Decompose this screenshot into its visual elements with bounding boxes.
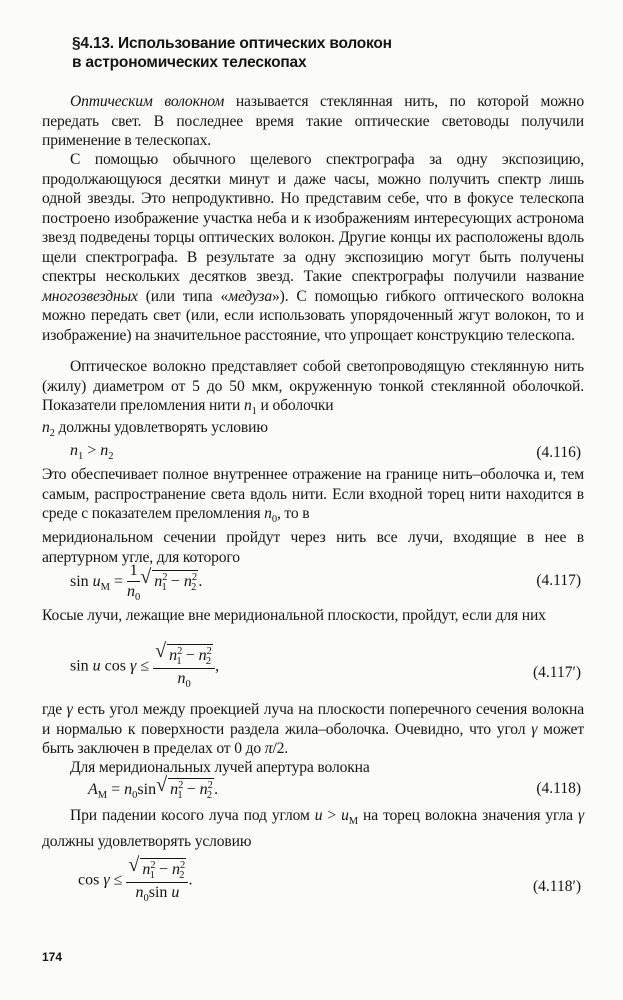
paragraph-skew-incidence-tail: должны удовлетворять условию xyxy=(42,832,252,850)
paragraph-gamma: где γ есть угол между проекцией луча на плоскости поперечного сечения волокна и нормалью к поверхности раздела жила–оболочка. Очевидно, что угол γ может быть заключен в пределах от 0 до π/2. xyxy=(42,701,584,757)
term-medusa: медуза xyxy=(228,287,273,305)
fraction-sqrt-over-n0: √ $n^2_1 - n^2_2$ $n_0$ xyxy=(153,644,215,690)
paragraph-spectrograph-text-c: »). С помощью гибкого оптического волокна можно передать свет (или, если использовать упорядоченный жгут волокон, то и изображение) на значительное расстояние, что упрощает конструкцию телескопа. xyxy=(42,287,584,344)
symbol-pi: π xyxy=(264,740,273,757)
line-n2-condition-text: должны удовлетворять условию xyxy=(54,419,268,436)
section-heading xyxy=(72,34,572,72)
equation-4-116: $n_1 > n_2$ xyxy=(70,442,114,462)
fraction-sqrt-over-n0-sin-u: √ $n^2_1 - n^2_2$ $n_0\sin$ u xyxy=(126,858,188,904)
paragraph-skew-rays: Косые лучи, лежащие вне меридиональной плоскости, пройдут, если для них xyxy=(42,607,546,624)
symbol-gamma: γ xyxy=(66,701,73,718)
equation-number-4-118-prime: (4.118′) xyxy=(532,878,581,895)
line-meridional: меридиональном сечении пройдут через нить все лучи, входящие в нее в апертурном угле, для которого xyxy=(42,529,584,566)
equation-4-118: $A_M = n_0\sin$ √ $n^2_1 - n^2_2$ . xyxy=(88,774,219,801)
equation-4-117: $\sin u_M$ = $\frac{1}{n_0}$ √ $n^2_1 - n^2_2$ . xyxy=(70,562,203,603)
paragraph-total-reflection-text: Это обеспечивает полное внутреннее отражение на границе нить–оболочка и, тем самым, распространение света вдоль нити. Если входной торец нити находится в среде с показателем преломления xyxy=(42,466,584,522)
section-heading-line2: в астрономических телескопах xyxy=(72,54,307,71)
paragraph-fiber-structure-text: Оптическое волокно представляет собой светопроводящую стеклянную нить (жилу) диаметром от 5 до 50 мкм, окруженную тонкой стеклянной оболочкой. Показатели преломления нити xyxy=(42,358,584,414)
equation-4-117-prime: sin u cos γ ≤ √ $n^2_1 - n^2_2$ $n_0$ , xyxy=(70,640,220,690)
equation-number-4-118: (4.118) xyxy=(536,780,581,797)
symbol-u-gt-uM: $u > u_M$ xyxy=(314,807,358,827)
sqrt-n1-n2: √ $n^2_1 - n^2_2$ xyxy=(140,566,198,594)
equation-number-4-117: (4.117) xyxy=(536,572,581,589)
term-multistar: многозвездных xyxy=(42,287,138,305)
paragraph-skew-incidence: При падении косого луча под углом $u > u_M$ на торец волокна значения угла γ должны удовлетворять условию xyxy=(42,807,584,850)
paragraph-fiber-structure xyxy=(42,357,584,422)
line-n2-condition xyxy=(42,418,584,444)
paragraph-aperture: Для меридиональных лучей апертура волокна xyxy=(70,759,370,776)
paragraph-definition-text: называется стеклянная нить, по которой можно передать свет. В последнее время такие оптические световоды получили применение в телескопах. xyxy=(42,93,584,149)
paragraph-fiber-structure-tail: и оболочки xyxy=(256,397,334,414)
paragraph-total-reflection-tail: , то в xyxy=(276,505,310,522)
equation-number-4-116: (4.116) xyxy=(536,444,581,461)
symbol-gamma: γ xyxy=(577,807,584,824)
paragraph-spectrograph-text-b: (или типа « xyxy=(137,287,229,305)
paragraph-skew-incidence-text: на торец волокна значения угла xyxy=(357,807,578,824)
equation-number-4-117-prime: (4.117′) xyxy=(532,664,581,681)
paragraph-definition xyxy=(42,92,584,151)
page-number: 174 xyxy=(42,950,63,964)
equation-4-118-prime: cos γ ≤ √ $n^2_1 - n^2_2$ $n_0\sin$ u . xyxy=(78,854,193,904)
symbol-n0: $n_0$ xyxy=(264,505,277,525)
paragraph-spectrograph xyxy=(42,150,584,345)
symbol-gamma: γ xyxy=(531,720,538,738)
paragraph-spectrograph-text-a: С помощью обычного щелевого спектрографа за одну экспозицию, продолжающуюся десятки минут и даже часы, можно получить спектр лишь одной звезды. Это непродуктивно. Но представим себе, что в фокусе телескопа построено изображение участка неба и к изображениям интересующих астронома звезд подведены торцы оптических волокон. Другие концы их расположены вдоль щели спектрографа. В результате за одну экспозицию могут быть получены спектры нескольких десятков звезд. Такие спектрографы получили название xyxy=(42,151,584,285)
term-optical-fiber: Оптическим волокном xyxy=(70,93,225,110)
fraction-one-over-n0: $\frac{1}{n_0}$ xyxy=(127,562,141,603)
paragraph-gamma-text: есть угол между проекцией луча на плоскости поперечного сечения волокна и нормалью к поверхности раздела жила–оболочка. Очевидно, что угол xyxy=(42,701,584,738)
section-heading-line1: §4.13. Использование оптических волокон xyxy=(72,35,392,52)
paragraph-total-reflection xyxy=(42,465,584,530)
symbol-n1: $n_1$ xyxy=(243,397,257,417)
symbol-n2: $n_2$ xyxy=(42,419,55,439)
